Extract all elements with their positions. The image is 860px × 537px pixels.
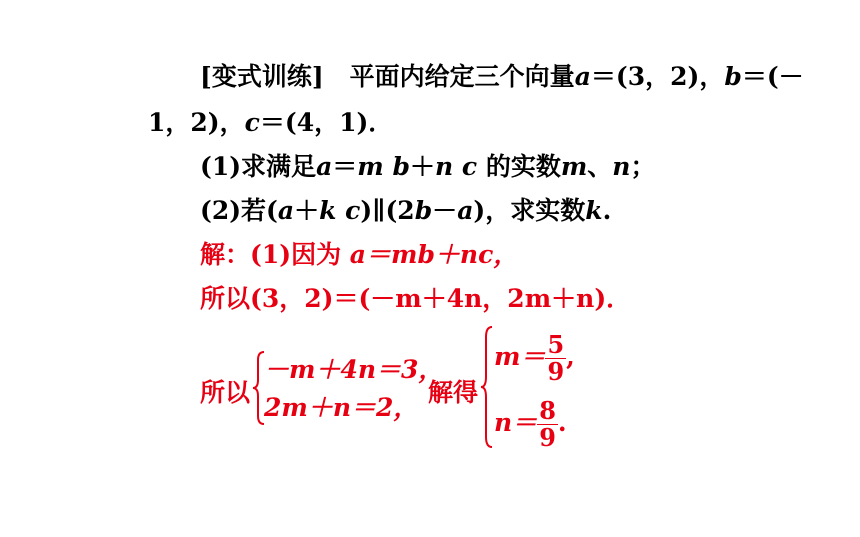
result-m: [494, 332, 575, 385]
part2-dot: .: [602, 196, 612, 225]
result-n: [494, 398, 567, 451]
part2-parallel: )∥(2: [360, 196, 415, 225]
part1-sep: 、: [587, 152, 613, 181]
fraction-n-denominator: 9: [539, 423, 556, 452]
solution-line-1: [200, 240, 518, 270]
part1-eq: ＝: [332, 152, 358, 181]
problem-text: 平面内给定三个向量: [349, 62, 575, 91]
result-n-end: .: [557, 408, 567, 437]
result-n-label: n＝: [494, 408, 538, 437]
solution-label: 解：: [200, 240, 251, 269]
problem-line-1: [200, 62, 804, 92]
system-eq-1: [264, 355, 443, 385]
vector-a-value: ＝(3，2)，: [590, 62, 725, 91]
part2-var-a2: a: [457, 196, 474, 225]
part2-prefix: (2)若(: [200, 196, 278, 225]
solution-equation: 所以(3，2)＝(－m＋4n，2m＋n)．: [200, 284, 632, 313]
part2-var-b: b: [414, 196, 433, 225]
problem-title: [变式训练]: [200, 62, 324, 91]
vector-c: c: [244, 108, 260, 137]
part1-end: ；: [630, 152, 656, 181]
vector-a: a: [574, 62, 591, 91]
part2-var-a: a: [277, 196, 295, 225]
part1-var-m: m: [357, 152, 384, 181]
part1-var-b: b: [392, 152, 410, 181]
part2-end: )，求实数: [473, 196, 586, 225]
part1-var-a: a: [316, 152, 333, 181]
part2-var-c: c: [345, 196, 361, 225]
part2-minus: －: [432, 196, 458, 225]
solution-so-label: 所以: [200, 378, 251, 407]
problem-part-1: [200, 152, 656, 182]
vector-b-value-end: 1，2)，: [148, 108, 245, 137]
solution-line-2: [200, 284, 631, 314]
fraction-m-numerator: 5: [547, 330, 565, 359]
solution-expr: a＝mb＋nc，: [349, 240, 519, 269]
system-eq-2: [264, 393, 418, 423]
part1-prefix: (1)求满足: [200, 152, 317, 181]
vector-c-value: ＝(4，1)．: [259, 108, 394, 137]
solution-prefix: [200, 378, 250, 408]
problem-line-2: [148, 108, 393, 138]
fraction-m-denominator: 9: [547, 357, 565, 386]
solution-middle: [428, 378, 478, 408]
system-eq-1-text: －m＋4n＝3，: [264, 355, 444, 384]
part1-text: 的实数: [485, 152, 561, 181]
vector-b-value-start: ＝(－: [741, 62, 804, 91]
solution-text: (1)因为: [250, 240, 342, 269]
problem-part-2: [200, 196, 611, 226]
part1-plus: ＋: [409, 152, 435, 181]
solve-label: 解得: [428, 378, 479, 407]
fraction-n: [537, 398, 558, 451]
part1-var-c: c: [461, 152, 478, 181]
system-eq-2-text: 2m＋n＝2，: [264, 393, 419, 422]
part1-var-n: n: [434, 152, 454, 181]
part2-var-k2: k: [585, 196, 603, 225]
fraction-n-numerator: 8: [539, 396, 556, 425]
part1-var-n2: n: [612, 152, 631, 181]
part2-plus: ＋: [294, 196, 320, 225]
result-m-end: ,: [566, 342, 575, 371]
part1-var-m2: m: [560, 152, 588, 181]
part2-var-k: k: [319, 196, 337, 225]
fraction-m: [545, 332, 566, 385]
result-m-label: m＝: [494, 342, 546, 371]
vector-b: b: [724, 62, 742, 91]
right-brace-result: [480, 325, 494, 449]
